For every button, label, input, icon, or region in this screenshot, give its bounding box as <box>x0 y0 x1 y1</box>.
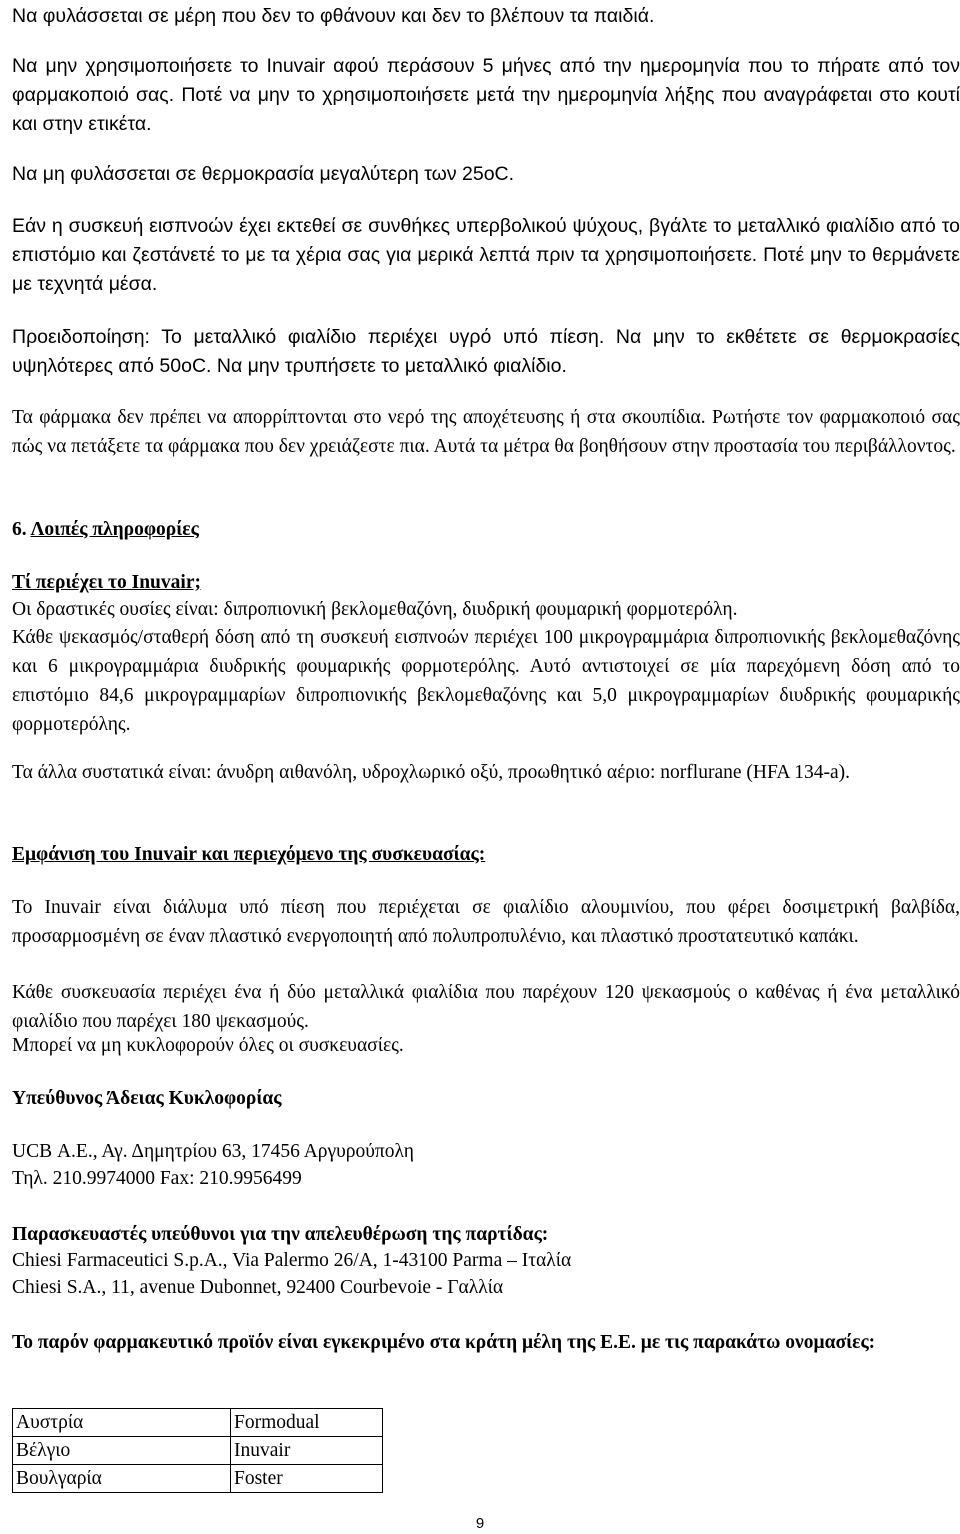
appearance-paragraph-1: Το Inuvair είναι διάλυμα υπό πίεση που περιέχεται σε φιαλίδιο αλουμινίου, που φέρει δοσιμετρική βαλβίδα, προσαρμοσμένη σε έναν πλαστικό ενεργοποιητή από πολυπροπυλένιο, και πλαστικό προστατευτικό καπάκι. <box>12 897 960 947</box>
appearance-paragraph-2: Κάθε συσκευασία περιέχει ένα ή δύο μεταλλικά φιαλίδια που παρέχουν 120 ψεκασμούς ο καθένας ή ένα μεταλλικό φιαλίδιο που παρέχει 180 ψεκασμούς. <box>12 982 960 1032</box>
appearance-heading: Εμφάνιση του Inuvair και περιεχόμενο της συσκευασίας: <box>12 844 486 865</box>
product-name-cell: Inuvair <box>231 1437 383 1465</box>
table-row <box>13 1409 383 1437</box>
product-name-cell: Formodual <box>231 1409 383 1437</box>
dose-paragraph: Κάθε ψεκασμός/σταθερή δόση από τη συσκευή εισπνοών περιέχει 100 μικρογραμμάρια διπροπιονικής βεκλομεθαζόνης και 6 μικρογραμμάρια διυδρικής φουμαρικής φορμοτερόλης. Αυτό αντιστοιχεί σε μία παρεχόμενη δόση από το επιστόμιο 84,6 μικρογραμμαρίων διπροπιονικής βεκλομεθαζόνης και 5,0 μικρογραμμαρίων διυδρικής φουμαρικής φορμοτερόλης. <box>12 627 960 735</box>
mah-phone-fax: Τηλ. 210.9974000 Fax: 210.9956499 <box>12 1168 302 1189</box>
manufacturer-1: Chiesi Farmaceutici S.p.A., Via Palermo 26/A, 1-43100 Parma – Ιταλία <box>12 1250 572 1271</box>
country-cell: Βέλγιο <box>13 1437 231 1465</box>
disposal-paragraph: Τα φάρμακα δεν πρέπει να απορρίπτονται στο νερό της αποχέτευσης ή στα σκουπίδια. Ρωτήστε τον φαρμακοποιό σας πώς να πετάξετε τα φάρμακα που δεν χρειάζεστε πια. Αυτά τα μέτρα θα βοηθήσουν στην προστασία του περιβάλλοντος. <box>12 407 960 457</box>
table-row <box>13 1437 383 1465</box>
manufacturer-2: Chiesi S.A., 11, avenue Dubonnet, 92400 Courbevoie - Γαλλία <box>12 1277 504 1298</box>
storage-paragraph-3: Να μη φυλάσσεται σε θερμοκρασία μεγαλύτερη των 25oC. <box>12 163 515 185</box>
section-title: Λοιπές πληροφορίες <box>30 519 199 540</box>
authorised-names-heading: Το παρόν φαρμακευτικό προϊόν είναι εγκεκριμένο στα κράτη μέλη της Ε.Ε. με τις παρακάτω ονομασίες: <box>12 1332 876 1353</box>
appearance-paragraph-3: Μπορεί να μη κυκλοφορούν όλες οι συσκευασίες. <box>12 1035 404 1056</box>
storage-paragraph-1: Να φυλάσσεται σε μέρη που δεν το φθάνουν και δεν το βλέπουν τα παιδιά. <box>12 5 655 27</box>
storage-paragraph-4: Εάν η συσκευή εισπνοών έχει εκτεθεί σε συνθήκες υπερβολικού ψύχους, βγάλτε το μεταλλικό φιαλίδιο από το επιστόμιο και ζεστάνετέ το με τα χέρια σας για μερικά λεπτά πριν τα χρησιμοποιήσετε. Ποτέ μην το θερμάνετε με τεχνητά μέσα. <box>12 215 960 295</box>
contents-heading: Τί περιέχει το Inuvair; <box>12 572 201 593</box>
country-cell: Βουλγαρία <box>13 1465 231 1493</box>
table-row <box>13 1465 383 1493</box>
mah-address: UCB Α.Ε., Αγ. Δημητρίου 63, 17456 Αργυρούπολη <box>12 1141 414 1162</box>
active-substances-line: Οι δραστικές ουσίες είναι: διπροπιονική βεκλομεθαζόνη, διυδρική φουμαρική φορμοτερόλη. <box>12 599 738 620</box>
mah-heading: Υπεύθυνος Άδειας Κυκλοφορίας <box>12 1088 282 1109</box>
storage-paragraph-2: Να μην χρησιμοποιήσετε το Inuvair αφού περάσουν 5 μήνες από την ημερομηνία που το πήρατε από τον φαρμακοποιό σας. Ποτέ να μην το χρησιμοποιήσετε μετά την ημερομηνία λήξης που αναγράφεται στο κουτί και στην ετικέτα. <box>12 55 960 135</box>
manufacturers-heading: Παρασκευαστές υπεύθυνοι για την απελευθέρωση της παρτίδας: <box>12 1224 549 1245</box>
section-heading <box>12 515 199 544</box>
section-number: 6. <box>12 519 27 540</box>
country-cell: Αυστρία <box>13 1409 231 1437</box>
product-names-table <box>12 1408 383 1493</box>
other-ingredients-paragraph: Τα άλλα συστατικά είναι: άνυδρη αιθανόλη, υδροχλωρικό οξύ, προωθητικό αέριο: norflurane (HFA 134-a). <box>12 762 850 783</box>
warning-paragraph: Προειδοποίηση: Το μεταλλικό φιαλίδιο περιέχει υγρό υπό πίεση. Να μην το εκθέτετε σε θερμοκρασίες υψηλότερες από 50oC. Να μην τρυπήσετε το μεταλλικό φιαλίδιο. <box>12 326 960 377</box>
product-name-cell: Foster <box>231 1465 383 1493</box>
page-number: 9 <box>475 1515 485 1532</box>
